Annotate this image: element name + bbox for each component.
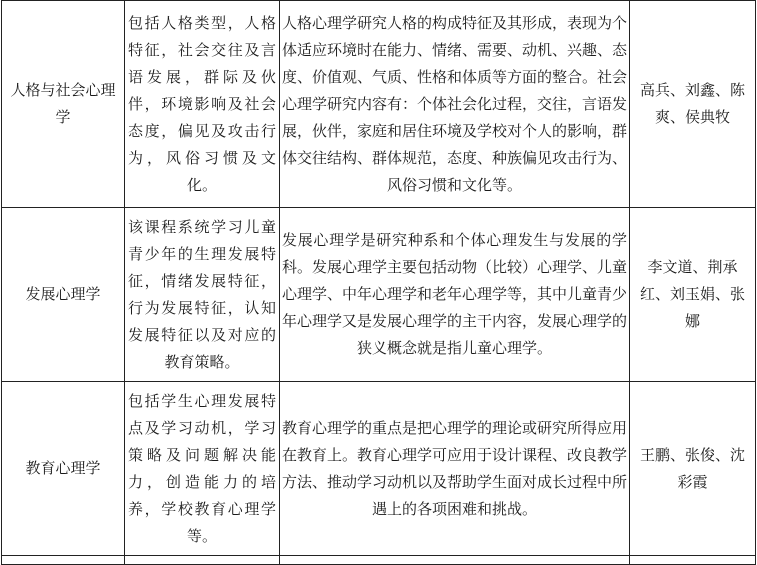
course-authors-cell: 李文道、荆承红、刘玉娟、张娜 <box>630 208 756 382</box>
course-name-cell: 人格与社会心理学 <box>2 1 125 208</box>
course-name-cell: 发展心理学 <box>2 208 125 382</box>
course-description-cell: 人格心理学研究人格的构成特征及其形成，表现为个体适应环境时在能力、情绪、需要、动机、兴趣、态度、价值观、气质、性格和体质等方面的整合。社会心理学研究内容有：个体社会化过程，交往，言语发展，伙伴，家庭和居住环境及学校对个人的影响，群体交往结构、群体规范，态度、种族偏见攻击行为、风俗习惯和文化等。 <box>280 1 630 208</box>
course-description-cell: 发展心理学是研究种系和个体心理发生与发展的学科。发展心理学主要包括动物（比较）心理学、儿童心理学、中年心理学和老年心理学等，其中儿童青少年心理学又是发展心理学的主干内容，发展心理学的狭义概念就是指儿童心理学。 <box>280 208 630 382</box>
empty-cell <box>2 556 125 565</box>
course-content-cell: 包括人格类型，人格特征，社会交往及言语发展，群际及伙伴，环境影响及社会态度，偏见及攻击行为，风俗习惯及文化。 <box>125 1 280 208</box>
table-row <box>2 208 756 382</box>
table-row <box>2 382 756 556</box>
course-content-cell: 该课程系统学习儿童青少年的生理发展特征，情绪发展特征，行为发展特征，认知发展特征以及对应的教育策略。 <box>125 208 280 382</box>
table-row <box>2 1 756 208</box>
course-content-cell: 包括学生心理发展特点及学习动机，学习策略及问题解决能力，创造能力的培养，学校教育心理学等。 <box>125 382 280 556</box>
empty-cell <box>280 556 630 565</box>
course-name-cell: 教育心理学 <box>2 382 125 556</box>
course-authors-cell: 王鹏、张俊、沈彩霞 <box>630 382 756 556</box>
course-table <box>1 0 756 565</box>
table-row-partial <box>2 556 756 565</box>
empty-cell <box>125 556 280 565</box>
empty-cell <box>630 556 756 565</box>
course-authors-cell: 高兵、刘鑫、陈爽、侯典牧 <box>630 1 756 208</box>
course-description-cell: 教育心理学的重点是把心理学的理论或研究所得应用在教育上。教育心理学可应用于设计课程、改良教学方法、推动学习动机以及帮助学生面对成长过程中所遇上的各项困难和挑战。 <box>280 382 630 556</box>
